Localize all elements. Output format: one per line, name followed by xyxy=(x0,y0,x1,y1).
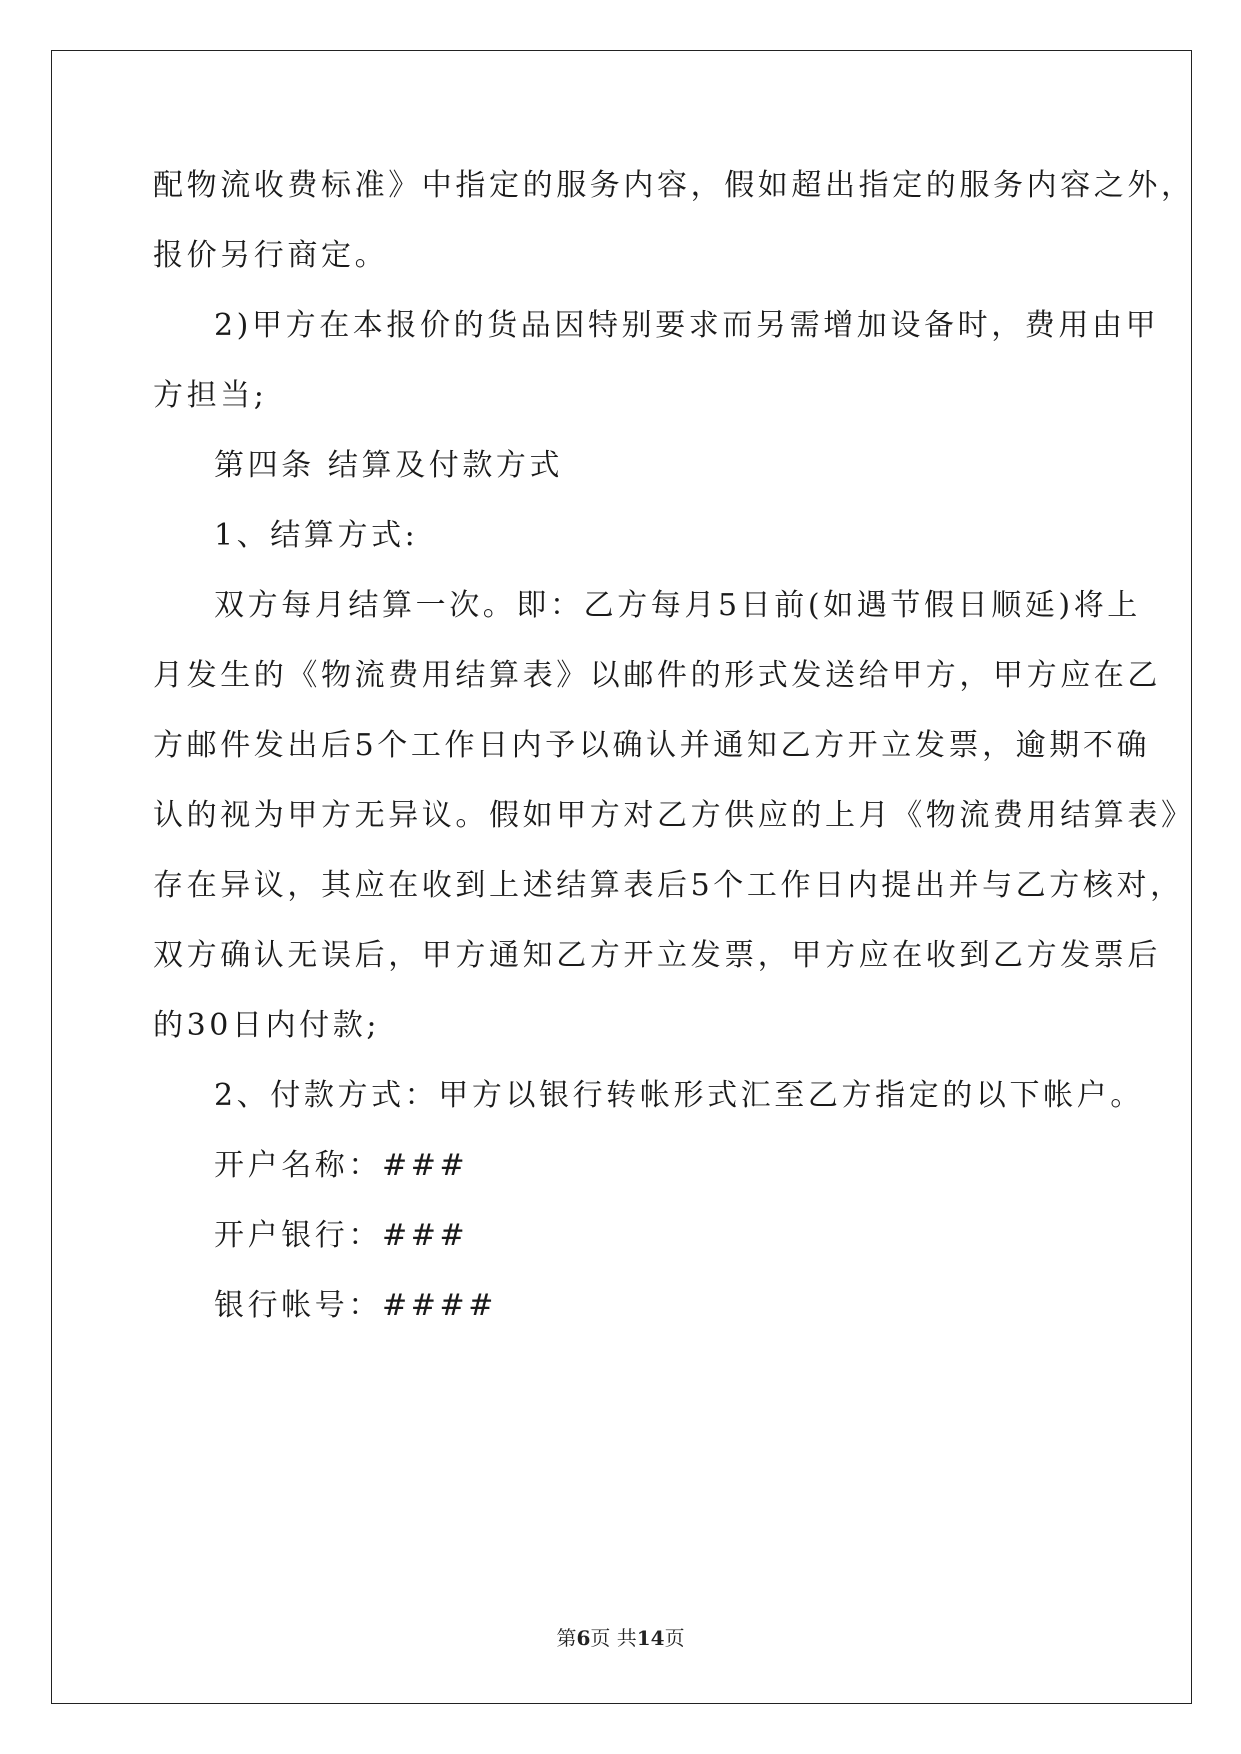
text-line: 配物流收费标准》中指定的服务内容，假如超出指定的服务内容之外， xyxy=(153,168,1195,203)
text-line: 的30日内付款; xyxy=(153,1008,381,1043)
section-heading: 第四条 结算及付款方式 xyxy=(214,448,564,483)
footer-suffix: 页 xyxy=(664,1626,685,1650)
text-line: 双方确认无误后，甲方通知乙方开立发票，甲方应在收到乙方发票后 xyxy=(153,938,1161,973)
subsection-heading: 2、付款方式：甲方以银行转帐形式汇至乙方指定的以下帐户。 xyxy=(214,1078,1144,1113)
text-line: 认的视为甲方无异议。假如甲方对乙方供应的上月《物流费用结算表》 xyxy=(153,798,1195,833)
page-footer xyxy=(0,1626,1241,1650)
text-line: 方担当; xyxy=(153,378,268,413)
text-line: 报价另行商定。 xyxy=(153,238,389,273)
subsection-heading: 1、结算方式: xyxy=(214,518,419,553)
account-name-line: 开户名称：### xyxy=(214,1148,469,1183)
text-line: 存在异议，其应在收到上述结算表后5个工作日内提出并与乙方核对， xyxy=(153,868,1184,903)
current-page-number: 6 xyxy=(576,1626,591,1650)
text-line: 方邮件发出后5个工作日内予以确认并通知乙方开立发票，逾期不确 xyxy=(153,728,1151,763)
account-bank-line: 开户银行：### xyxy=(214,1218,469,1253)
text-line: 2)甲方在本报价的货品因特别要求而另需增加设备时，费用由甲 xyxy=(214,308,1160,343)
total-page-number: 14 xyxy=(636,1626,665,1650)
footer-mid: 页 共 xyxy=(590,1626,637,1650)
text-line: 双方每月结算一次。即：乙方每月5日前(如遇节假日顺延)将上 xyxy=(214,588,1141,623)
footer-prefix: 第 xyxy=(556,1626,577,1650)
text-line: 月发生的《物流费用结算表》以邮件的形式发送给甲方，甲方应在乙 xyxy=(153,658,1161,693)
account-number-line: 银行帐号：#### xyxy=(214,1288,497,1323)
